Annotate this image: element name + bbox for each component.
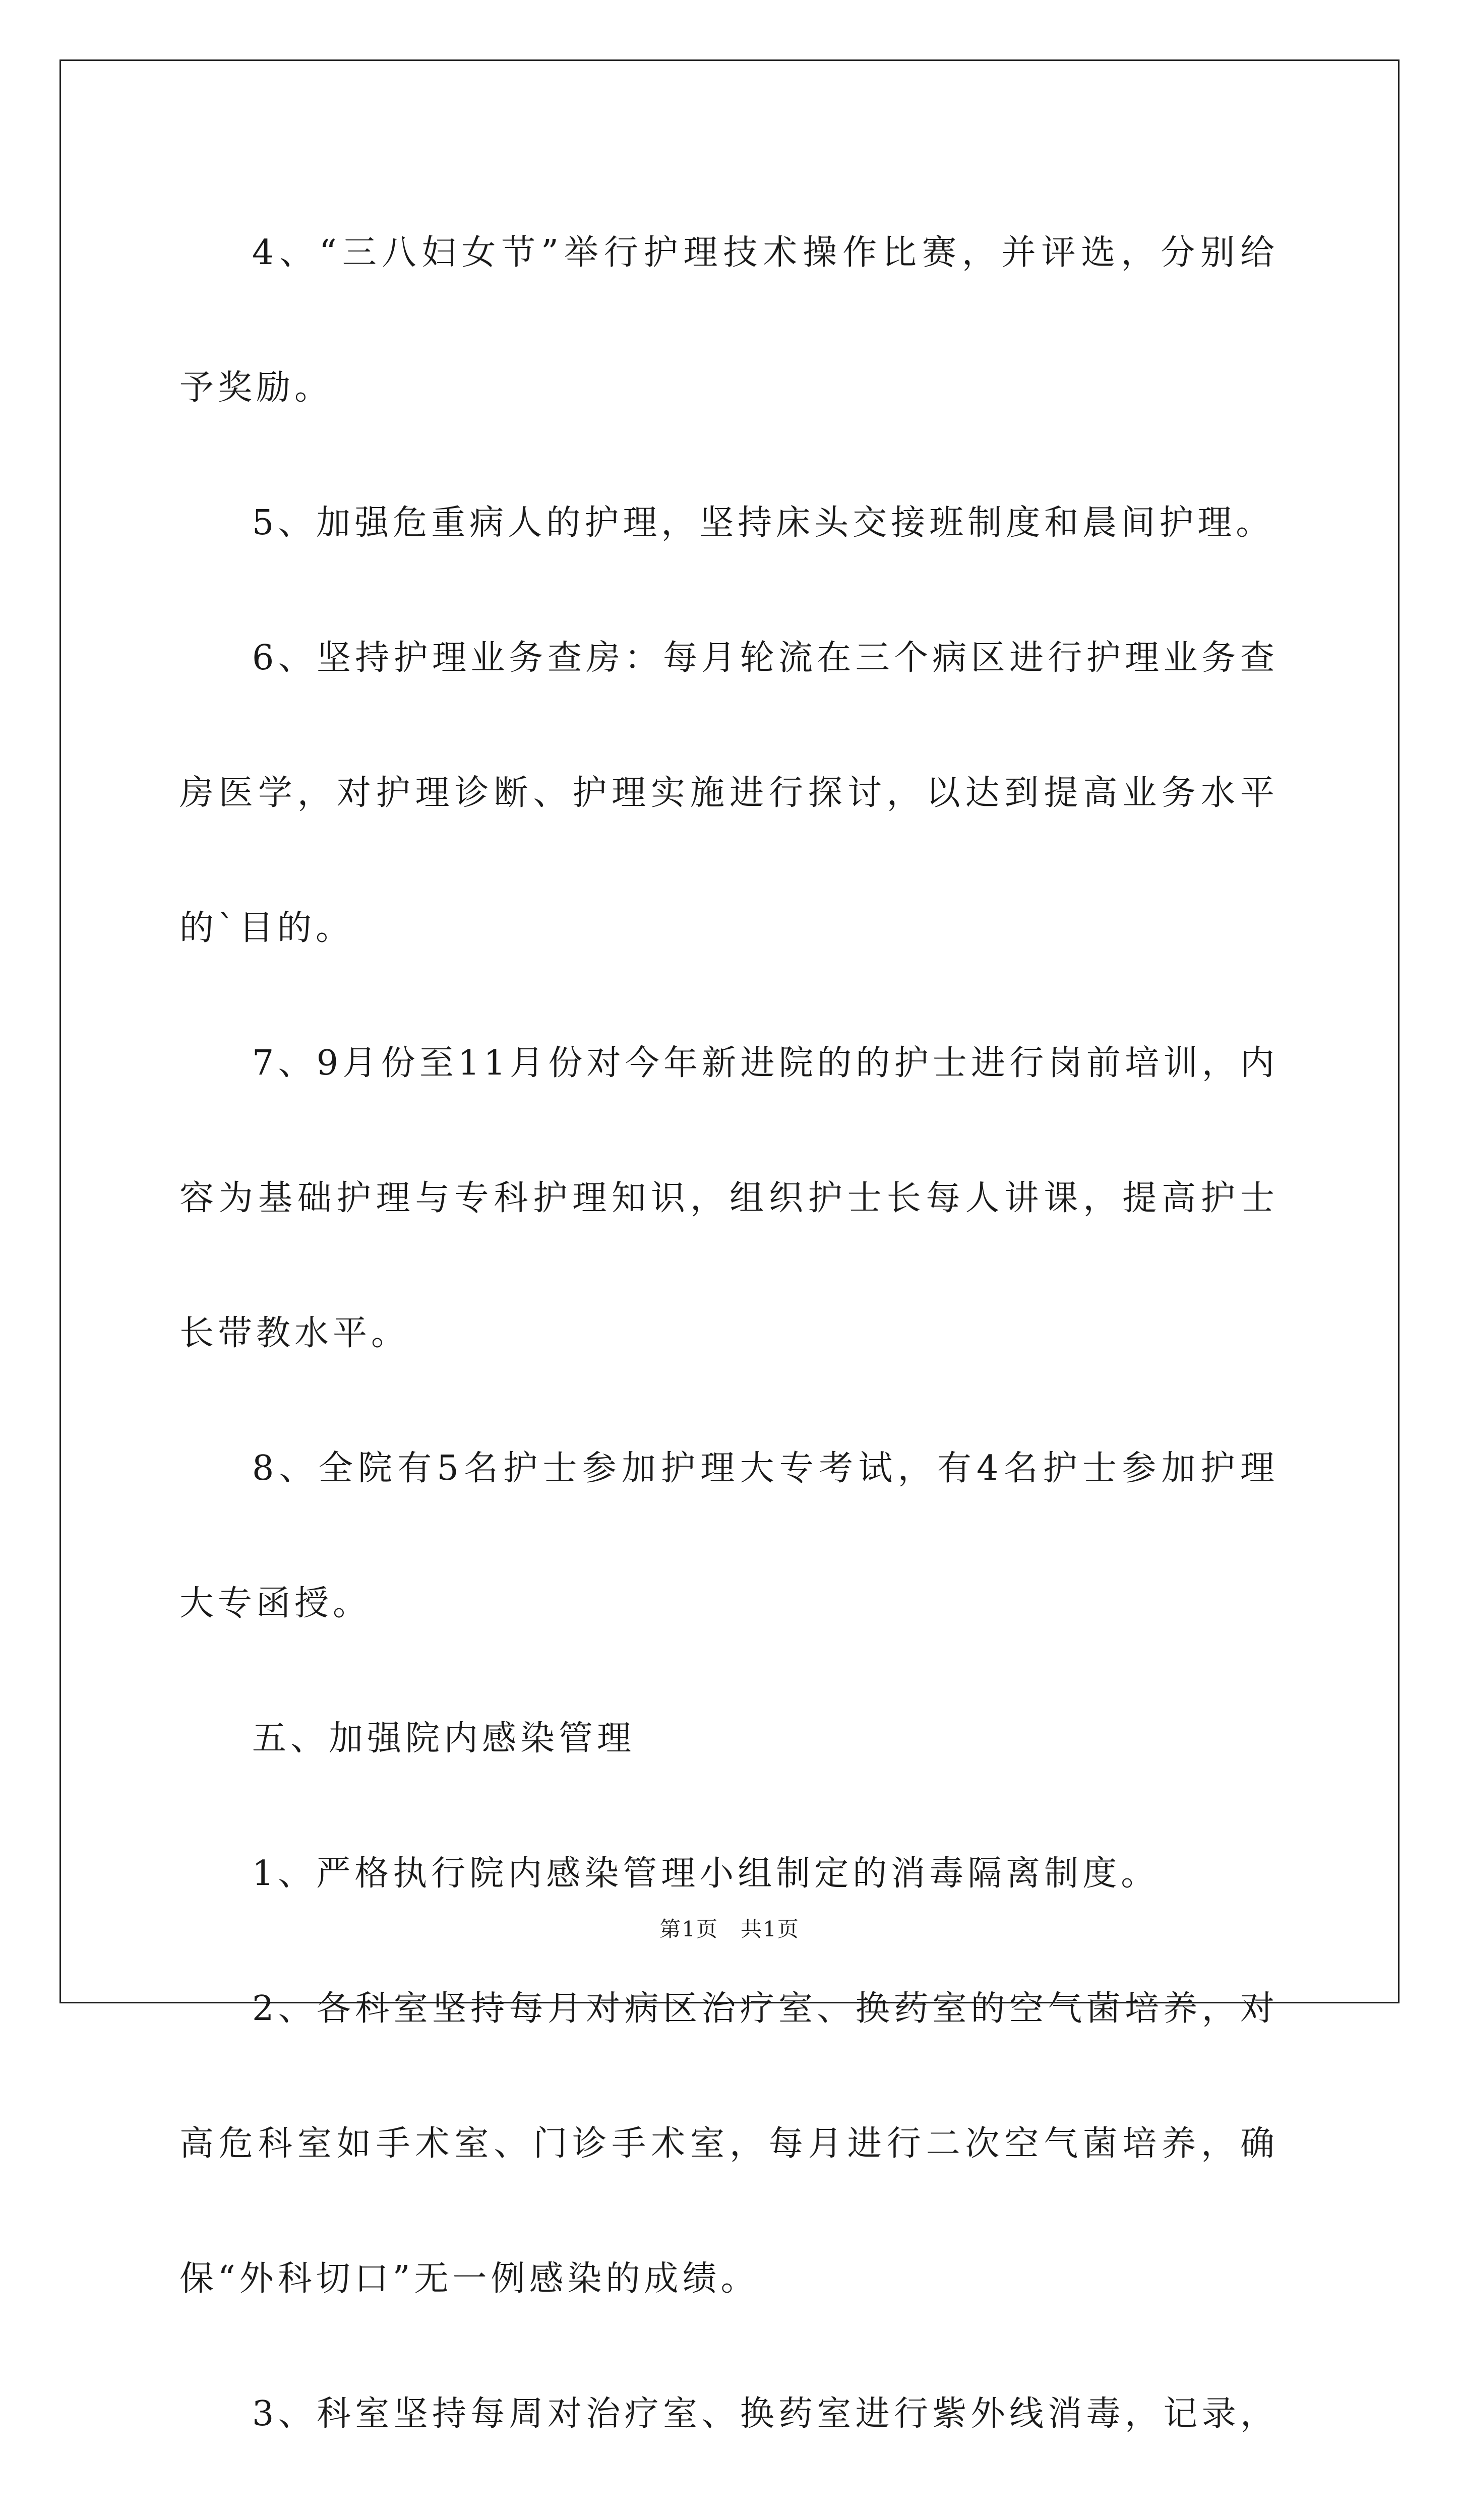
paragraph-item-8: 8、全院有5名护士参加护理大专考试，有4名护士参加护理大专函授。 [179,1448,1279,1623]
paragraph-item-7: 7、9月份至11月份对今年新进院的的护士进行岗前培训，内容为基础护理与专科护理知识，组织护士长每人讲课，提高护士长带教水平。 [179,1043,1279,1353]
paragraph-item-2: 2、各科室坚持每月对病区治疗室、换药室的空气菌培养，对高危科室如手术室、门诊手术室，每月进行二次空气菌培养，确保“外科切口”无一例感染的成绩。 [179,1989,1279,2299]
paragraph-item-6: 6、坚持护理业务查房：每月轮流在三个病区进行护理业务查房医学，对护理诊断、护理实施进行探讨，以达到提高业务水平的`目的。 [179,638,1279,948]
paragraph-item-5: 5、加强危重病人的护理，坚持床头交接班制度和晨间护理。 [252,503,1274,543]
section-heading: 五、加强院内感染管理 [252,1719,636,1758]
paragraph-item-4: 4、“三八妇女节”举行护理技术操作比赛，并评选，分别给予奖励。 [179,233,1279,408]
document-body [179,185,1279,2520]
paragraph-item-3: 3、科室坚持每周对治疗室、换药室进行紫外线消毒，记录， [252,2394,1279,2434]
paragraph-item-1: 1、严格执行院内感染管理小组制定的消毒隔离制度。 [252,1854,1160,1894]
page-number-footer: 第1页 共1页 [659,1917,800,1941]
